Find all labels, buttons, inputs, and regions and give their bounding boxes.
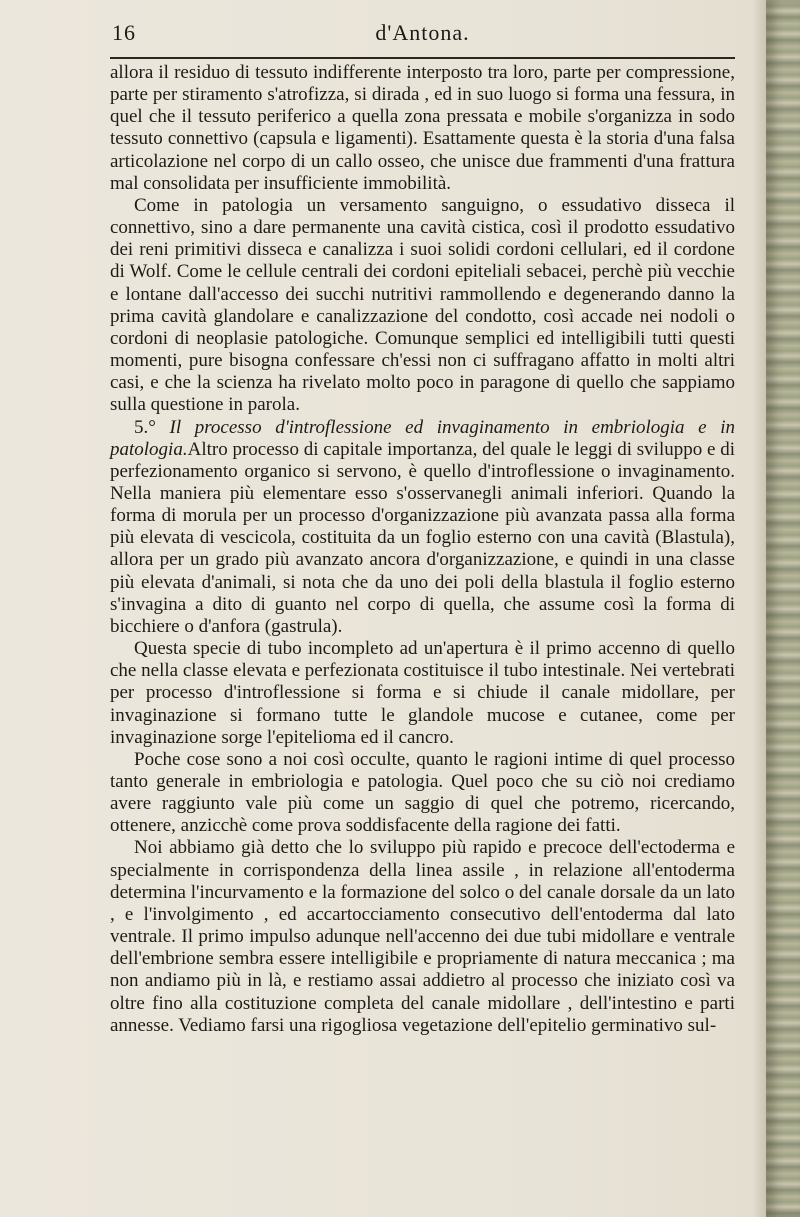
page-header (110, 20, 735, 54)
section-number: 5.° (134, 416, 156, 438)
paragraph-5 (110, 749, 735, 838)
body-text (110, 62, 735, 1037)
book-edge (766, 0, 800, 1217)
header-rule (110, 57, 735, 59)
page-number: 16 (112, 20, 136, 45)
paragraph-4-text: Questa specie di tubo incompleto ad un'apertura è il primo accenno di quello che nella classe elevata e perfezionata costituisce il tubo intestinale. Nei vertebrati per processo d'introflessione si forma e si chiude il canale midollare, per invaginazione si formano tutte le glandole mucose e cutanee, come per invaginazione sorge l'epitelioma ed il cancro. (110, 638, 735, 748)
section-title: Il processo d'introflessione ed invaginamento in embriologia e in patologia. (110, 416, 736, 460)
paragraph-4 (110, 638, 735, 749)
running-title: d'Antona. (375, 20, 470, 45)
paragraph-3-text: Altro processo di capitale importanza, del quale le leggi di sviluppo e di perfezionamento organico si servono, è quello d'introflessione o invaginamento. Nella maniera più elementare esso s'osservanegli animali inferiori. Quando la forma di morula per un processo d'organizzazione più avanzata passa alla forma più elevata di vescicola, costituita da un foglio esterno con una cavità (Blastula), allora per un grado più avanzato ancora d'organizzazione, e quindi in una classe più elevata d'animali, si nota che da uno dei poli della blastula il foglio esterno s'invagina a dito di guanto nel corpo di quella, che assume così la forma di bicchiere o d'anfora (gastrula). (110, 438, 735, 637)
paragraph-6-text: Noi abbiamo già detto che lo sviluppo più rapido e precoce dell'ectoderma e specialmente in corrispondenza della linea assile , in relazione all'entoderma determina l'incurvamento e la formazione del solco o del canale dorsale da un lato , e l'involgimento , ed accartocciamento consecutivo dell'entoderma dal lato ventrale. Il primo impulso adunque nell'accenno dei due tubi midollare e ventrale dell'embrione sembra essere intelligibile e propriamente di natura meccanica ; ma non andiamo più in là, e restiamo assai addietro al processo che iniziato così va oltre fino alla costituzione completa del canale midollare , dell'intestino e parti annesse. Vediamo farsi una rigogliosa vegetazione dell'epitelio germinativo sul- (110, 837, 735, 1036)
paragraph-1 (110, 62, 735, 195)
paragraph-6 (110, 837, 735, 1036)
paragraph-5-text: Poche cose sono a noi così occulte, quanto le ragioni intime di quel processo tanto generale in embriologia e patologia. Quel poco che su ciò noi crediamo avere raggiunto vale più come un saggio di quel che potremo, ricercando, ottenere, anzicchè come prova soddisfacente della ragione dei fatti. (110, 748, 735, 837)
page-gutter-shadow (752, 0, 766, 1217)
paragraph-1-text: allora il residuo di tessuto indifferente interposto tra loro, parte per compressione, parte per stiramento s'atrofizza, si dirada , ed in suo luogo si forma una fessura, in quel che il tessuto periferico a quella zona pressata e mobile s'organizza in sodo tessuto connettivo (capsula e ligamenti). Esattamente questa è la storia d'una falsa articolazione nel corpo di un callo osseo, che unisce due frammenti d'una frattura mal consolidata per insufficiente immobilità. (110, 62, 735, 194)
paragraph-2-text: Come in patologia un versamento sanguigno, o essudativo disseca il connettivo, sino a dare permanente una cavità cistica, così il prodotto essudativo dei reni primitivi disseca e canalizza i suoi solidi cordoni cellulari, ed il cordone di Wolf. Come le cellule centrali dei cordoni epiteliali sebacei, perchè più vecchie e lontane dall'accesso dei succhi nutritivi rammollendo e degenerando danno la prima cavità glandolare e canalizzazione del condotto, così accade nei nodoli o cordoni di neoplasie patologiche. Comunque semplici ed intelligibili tutti questi momenti, pure bisogna confessare ch'essi non ci suffragano affatto in molti altri casi, e che la scienza ha rivelato molto poco in paragone di quello che sappiamo sulla questione in parola. (110, 194, 735, 416)
paragraph-3 (110, 417, 735, 639)
paragraph-2 (110, 195, 735, 417)
